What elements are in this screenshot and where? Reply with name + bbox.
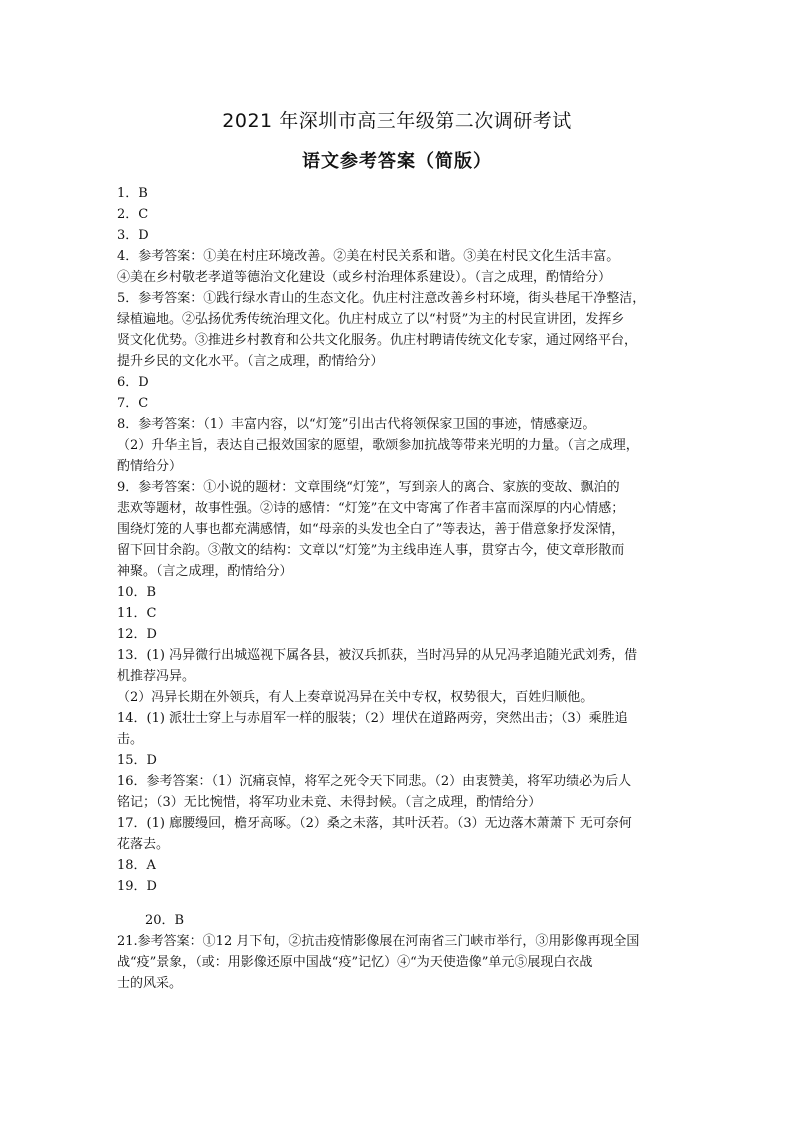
answer-line: 6．D [117,375,149,390]
answer-line: 留下回甘余韵。③散文的结构：文章以“灯笼”为主线串连人事，贯穿古今，使文章形散而 [117,543,625,558]
answer-line: 11．C [117,606,157,621]
answer-line: 机推荐冯异。 [117,669,196,684]
answer-line: 2．C [117,207,149,222]
answer-line: 17．(1) 廊腰缦回，檐牙高啄。（2）桑之未落，其叶沃若。（3）无边落木萧萧下 无可奈何 [117,816,632,831]
answer-line: 10．B [117,585,157,600]
answer-line: 悲欢等题材，故事性强。②诗的感情：“灯笼”在文中寄寓了作者丰富而深厚的内心情感； [117,501,625,516]
answer-line: 士的风采。 [117,976,183,991]
answer-line: 7．C [117,396,149,411]
document-title: 2021 年深圳市高三年级第二次调研考试 [222,110,572,132]
answer-line: 提升乡民的文化水平。（言之成理，酌情给分） [117,354,384,369]
answer-line: 5．参考答案：①践行绿水青山的生态文化。仇庄村注意改善乡村环境，街头巷尾干净整洁， [117,291,646,306]
answer-line: 绿植遍地。②弘扬优秀传统治理文化。仇庄村成立了以“村贤”为主的村民宣讲团，发挥乡 [117,312,625,327]
answer-line: （2）冯异长期在外领兵，有人上奏章说冯异在关中专权，权势很大，百姓归顺他。 [117,690,594,705]
answer-line: 酌情给分） [117,459,183,474]
answer-line: 9．参考答案：①小说的题材：文章围绕“灯笼”，写到亲人的离合、家族的变故、飘泊的 [117,480,620,495]
answer-line: 铭记；（3）无比惋惜，将军功业未竟、未得封候。（言之成理，酌情给分） [117,795,542,810]
answer-line: 贤文化优势。③推进乡村教育和公共文化服务。仇庄村聘请传统文化专家，通过网络平台， [117,333,638,348]
spacer [117,897,682,910]
answer-line: 14．(1) 派壮士穿上与赤眉军一样的服装；（2）埋伏在道路两旁，突然出击；（3）乘胜追 [117,711,628,726]
answer-line: 1．B [117,186,148,201]
answer-line: 3．D [117,228,149,243]
answer-line: （2）升华主旨，表达自己报效国家的愿望，歌颂参加抗战等带来光明的力量。（言之成理， [117,438,639,453]
answer-line: 18．A [117,858,156,873]
answer-line: 战“疫”景象，（或：用影像还原中国战“疫”记忆）④“为天使造像”单元⑤展现白衣战 [117,955,593,970]
answer-line: 8．参考答案：（1）丰富内容，以“灯笼”引出古代将领保家卫国的事迹，情感豪迈。 [117,417,596,432]
answer-line: 花落去。 [117,837,170,852]
answer-line: 20．B [145,913,185,928]
answer-line: 15．D [117,753,157,768]
answer-body [117,183,682,994]
document-subtitle: 语文参考答案（简版） [302,151,492,172]
answer-line: 13．(1) 冯异微行出城巡视下属各县，被汉兵抓获，当时冯异的从兄冯孝追随光武刘秀，借 [117,648,638,663]
answer-line: 12．D [117,627,157,642]
answer-line: 神聚。（言之成理，酌情给分） [117,564,293,579]
answer-line: ④美在乡村敬老孝道等德治文化建设（或乡村治理体系建设）。（言之成理，酌情给分） [117,270,612,285]
answer-line: 16．参考答案：（1）沉痛哀悼，将军之死令天下同悲。（2）由衷赞美，将军功绩必为后人 [117,774,632,789]
answer-line: 击。 [117,732,144,747]
answer-line: 21.参考答案：①12 月下旬，②抗击疫情影像展在河南省三门峡市举行，③用影像再现全国 [117,934,640,949]
answer-line: 19．D [117,879,157,894]
answer-line: 围绕灯笼的人事也都充满感情，如“母亲的头发也全白了”等表达，善于借意象抒发深情， [117,522,625,537]
answer-line: 4．参考答案：①美在村庄环境改善。②美在村民关系和谐。③美在村民文化生活丰富。 [117,249,620,264]
